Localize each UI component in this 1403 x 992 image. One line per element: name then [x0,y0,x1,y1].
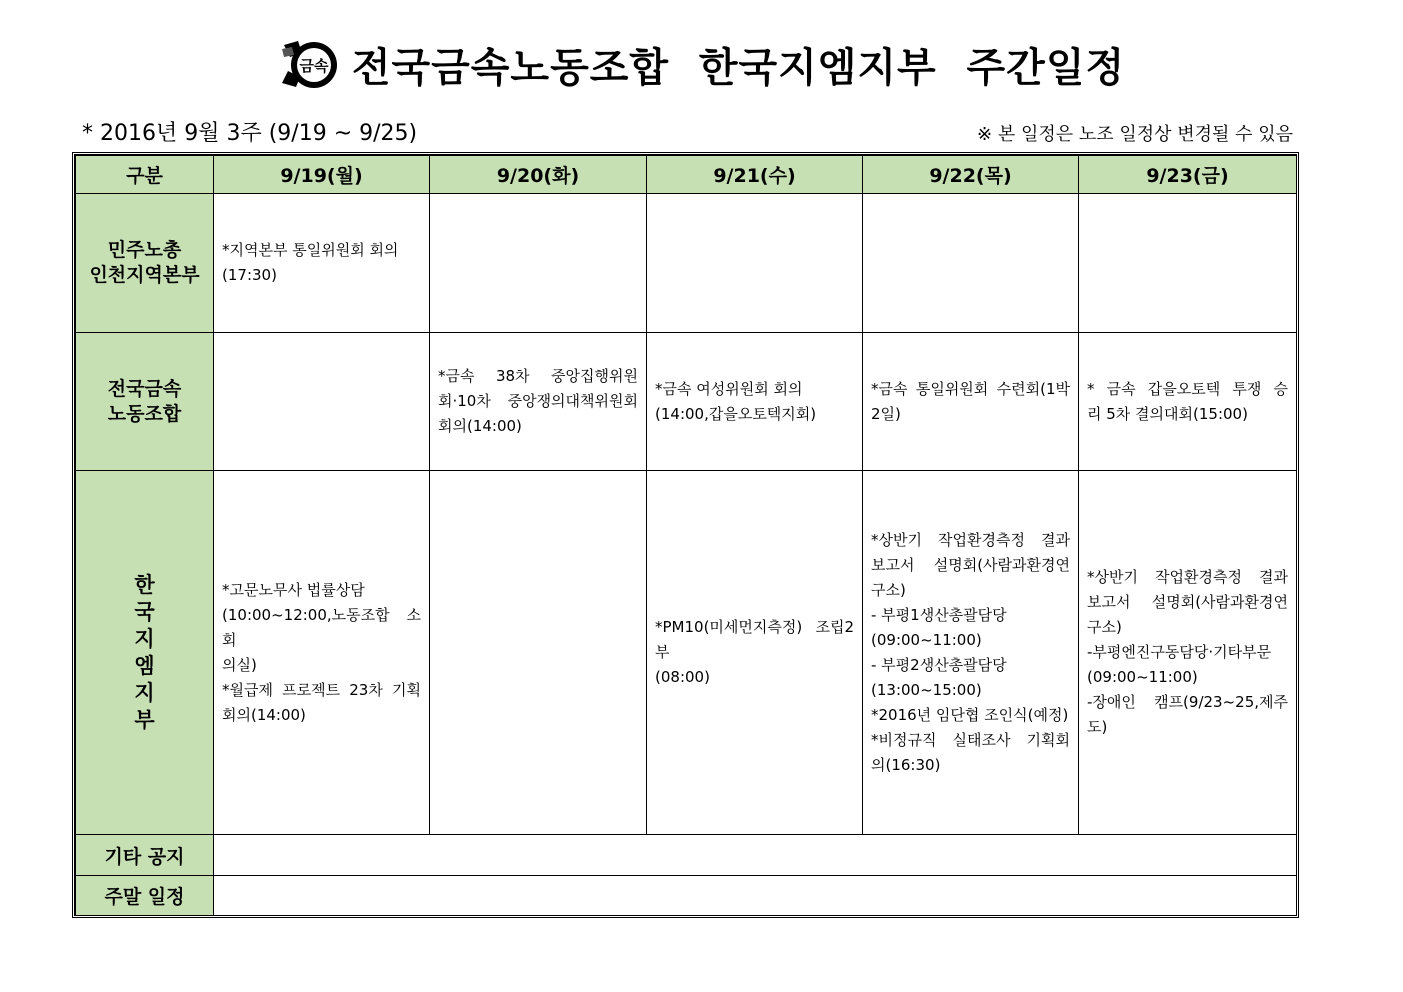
schedule-cell [863,333,1079,471]
schedule-cell [1079,471,1297,835]
schedule-entry-line: *월급제 프로젝트 23차 기획 [222,680,421,699]
schedule-table [75,155,1297,916]
row-label-line: 노동조합 [107,402,182,425]
schedule-entry-line: (13:00~15:00) [871,680,982,699]
schedule-cell [647,333,863,471]
schedule-entry-line: (17:30) [222,266,277,284]
schedule-cell [430,471,647,835]
schedule-entry-line: - 부평1생산총괄담당 [871,605,1007,624]
row-label-line: 지 [134,626,155,651]
schedule-entry-line: 보고서 설명회(사람과환경연 [871,555,1070,574]
weekend-schedule-value [214,876,1297,916]
header-day-thu: 9/22(목) [863,156,1079,194]
footer-label-weekend: 주말 일정 [76,876,214,916]
logo-text: 금속 [299,57,329,75]
schedule-entry-line: 구소) [871,580,906,599]
header-day-tue: 9/20(화) [430,156,647,194]
row-label-line: 국 [134,599,155,624]
schedule-entry-line: -장애인 캠프(9/23~25,제주도) [1087,693,1288,736]
schedule-entry-line: *상반기 작업환경측정 결과 [871,530,1070,549]
row-label-line: 엠 [134,653,155,678]
title-area [0,34,1403,94]
schedule-entry-line: *고문노무사 법률상담 [222,580,365,599]
schedule-cell [214,194,430,333]
schedule-entry-line: 의실) [222,655,257,674]
schedule-cell [430,194,647,333]
header-day-fri: 9/23(금) [1079,156,1297,194]
schedule-entry-line: (09:00~11:00) [871,630,982,649]
schedule-entry-line: (09:00~11:00) [1087,668,1198,686]
table-row [76,333,1297,471]
schedule-table-frame [72,152,1299,918]
schedule-entry-line: 회·10차 중앙쟁의대책위원회 [438,392,638,410]
schedule-entry-line: 회의(14:00) [222,705,306,724]
schedule-entry-line: *2016년 임단협 조인식(예정) [871,705,1069,724]
table-footer-row [76,835,1297,876]
header-day-mon: 9/19(월) [214,156,430,194]
schedule-cell [214,471,430,835]
schedule-cell [863,194,1079,333]
schedule-entry-line: *금속 여성위원회 회의 [655,379,803,398]
schedule-entry-line: (10:00~12:00,노동조합 소회 [222,605,421,649]
header-corner: 구분 [76,156,214,194]
schedule-cell [1079,194,1297,333]
schedule-entry-line: *금속 38차 중앙집행위원 [438,367,638,385]
row-label-gm-korea [76,471,214,835]
row-label-kmwu [76,333,214,471]
schedule-entry-line: 리 5차 결의대회(15:00) [1087,404,1248,423]
week-label: * 2016년 9월 3주 (9/19 ~ 9/25) [82,121,418,146]
schedule-cell [214,333,430,471]
schedule-entry-line: 구소) [1087,618,1122,636]
schedule-cell [647,471,863,835]
table-row [76,471,1297,835]
schedule-entry-line: - 부평2생산총괄담당 [871,655,1007,674]
table-header-row [76,156,1297,194]
schedule-entry-line: 보고서 설명회(사람과환경연 [1087,593,1288,611]
schedule-entry-line: *상반기 작업환경측정 결과 [1087,568,1288,586]
schedule-cell [430,333,647,471]
schedule-notice: ※ 본 일정은 노조 일정상 변경될 수 있음 [977,124,1293,145]
header-day-wed: 9/21(수) [647,156,863,194]
row-label-line: 민주노총 [107,239,182,261]
schedule-entry-line: *PM10(미세먼지측정) 조립2부 [655,618,854,661]
schedule-entry-line: * 금속 갑을오토텍 투쟁 승 [1087,379,1288,398]
row-label-line: 한 [134,572,155,597]
schedule-entry-line: -부평엔진구동담당·기타부문 [1087,643,1272,661]
table-row [76,194,1297,333]
schedule-entry-line: *금속 통일위원회 수련회(1박 [871,379,1070,398]
schedule-entry-line: *비정규직 실태조사 기획회 [871,730,1070,749]
row-label-line: 부 [134,707,155,732]
row-label-line: 전국금속 [107,377,182,400]
page-title: 전국금속노동조합 한국지엠지부 주간일정 [351,44,1126,91]
other-notice-value [214,835,1297,876]
row-label-kctu-incheon [76,194,214,333]
schedule-entry-line: 의(16:30) [871,755,941,774]
schedule-cell [647,194,863,333]
union-logo-icon [278,37,344,91]
schedule-entry-line: 회의(14:00) [438,417,522,435]
schedule-cell [863,471,1079,835]
row-label-line: 인천지역본부 [89,264,200,286]
schedule-entry-line: *지역본부 통일위원회 회의 [222,241,399,259]
schedule-cell [1079,333,1297,471]
schedule-entry-line: (08:00) [655,668,710,686]
schedule-entry-line: 2일) [871,404,901,423]
row-label-line: 지 [134,680,155,705]
schedule-entry-line: (14:00,갑을오토텍지회) [655,404,817,423]
footer-label-other-notice: 기타 공지 [76,835,214,876]
table-footer-row [76,876,1297,916]
